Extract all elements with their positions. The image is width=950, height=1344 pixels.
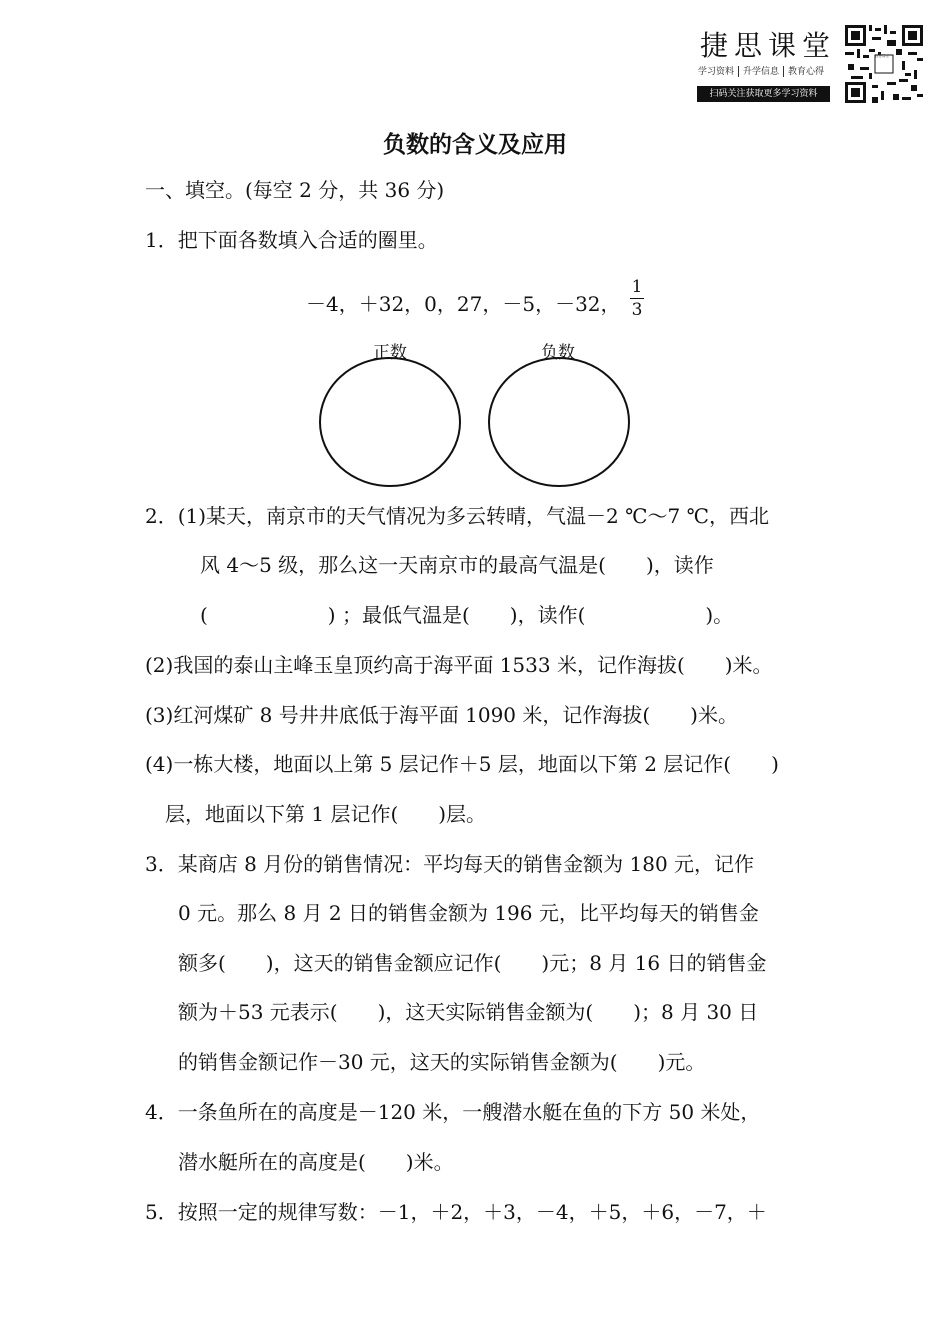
brand-banner: 扫码关注获取更多学习资料 [697, 86, 830, 102]
number-list: －4，＋32，0，27，－5，－32， [306, 292, 621, 316]
question-1-text: 1．把下面各数填入合适的圈里。 [145, 228, 438, 252]
label-negative: 负数 [541, 343, 575, 363]
question-3-line: 额多( )，这天的销售金额应记作( )元；8 月 16 日的销售金 [178, 951, 767, 975]
question-2-line: 层，地面以下第 1 层记作( )层。 [165, 802, 487, 826]
qr-center-label: 捷思课堂 [875, 54, 889, 58]
brand-name: 捷思课堂 [700, 29, 837, 62]
negative-circle[interactable] [489, 358, 629, 486]
fraction-numerator: 1 [631, 277, 643, 297]
positive-circle[interactable] [320, 358, 460, 486]
label-positive: 正数 [373, 343, 407, 363]
question-4-line: 4．一条鱼所在的高度是－120 米，一艘潜水艇在鱼的下方 50 米处， [145, 1100, 761, 1124]
question-4-line: 潜水艇所在的高度是( )米。 [178, 1150, 454, 1174]
answer-circles [0, 0, 950, 500]
question-2-line: (4)一栋大楼，地面以上第 5 层记作＋5 层，地面以下第 2 层记作( ) [145, 752, 779, 776]
question-2-line: 2．(1)某天，南京市的天气情况为多云转晴，气温－2 ℃～7 ℃，西北 [145, 504, 769, 528]
question-3-line: 0 元。那么 8 月 2 日的销售金额为 196 元，比平均每天的销售金 [178, 901, 759, 925]
question-5-line: 5．按照一定的规律写数：－1，＋2，＋3，－4，＋5，＋6，－7，＋ [145, 1200, 767, 1224]
fraction-denominator: 3 [631, 300, 643, 320]
question-2-line: 风 4～5 级，那么这一天南京市的最高气温是( )，读作 [200, 553, 714, 577]
brand-tag: 教育心得 [788, 67, 825, 77]
question-2-line: (3)红河煤矿 8 号井井底低于海平面 1090 米，记作海拔( )米。 [145, 703, 738, 727]
question-3-line: 3．某商店 8 月份的销售情况：平均每天的销售金额为 180 元，记作 [145, 852, 755, 876]
question-3-line: 的销售金额记作－30 元，这天的实际销售金额为( )元。 [178, 1050, 706, 1074]
section-heading: 一、填空。(每空 2 分，共 36 分) [145, 178, 445, 202]
brand-tag: 升学信息 [743, 67, 780, 77]
question-2-line: ( ) ；最低气温是( )，读作( )。 [200, 603, 734, 627]
question-2-line: (2)我国的泰山主峰玉皇顶约高于海平面 1533 米，记作海拔( )米。 [145, 653, 773, 677]
brand-tag: 学习资料 [698, 67, 735, 77]
question-3-line: 额为＋53 元表示( )，这天实际销售金额为( )；8 月 30 日 [178, 1000, 759, 1024]
page-title: 负数的含义及应用 [383, 132, 567, 158]
